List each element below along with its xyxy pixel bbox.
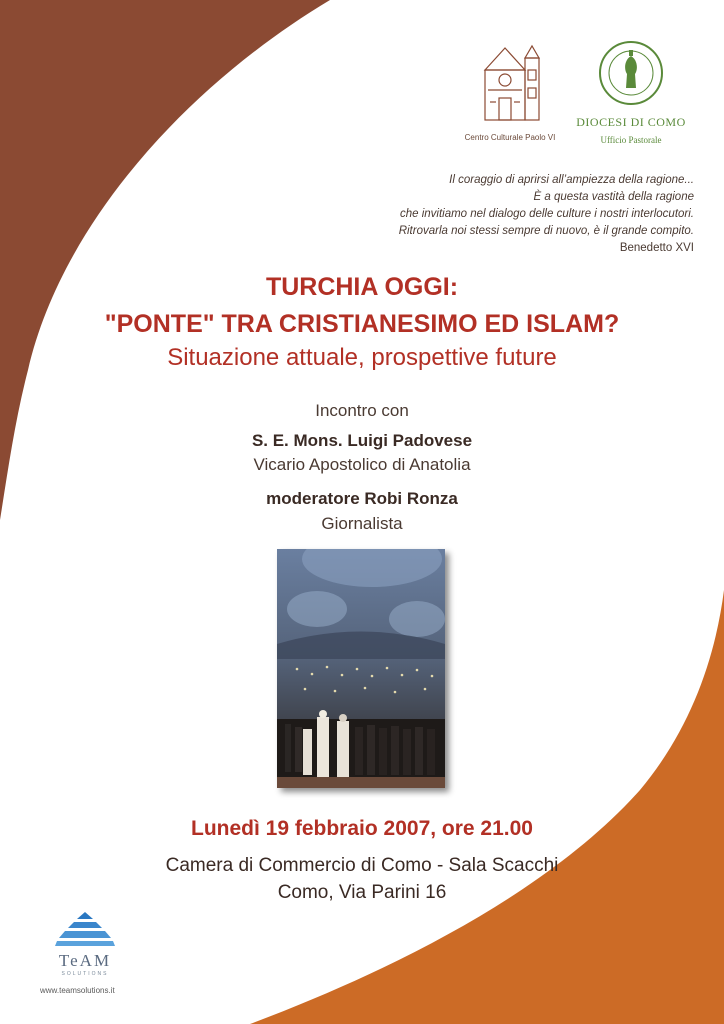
centro-caption: Centro Culturale Paolo VI [464, 133, 556, 142]
event-title-line2: "PONTE" TRA CRISTIANESIMO ED ISLAM? [104, 310, 620, 338]
speaker-role: Vicario Apostolico di Anatolia [253, 455, 471, 474]
diocesi-title: DIOCESI DI COMO [576, 115, 686, 129]
quote-line: che invitiamo nel dialogo delle culture i nostri interlocutori. [399, 208, 694, 220]
quote-author: Benedetto XVI [619, 242, 694, 254]
intro-text: Incontro con [315, 401, 409, 420]
quote-block [274, 172, 694, 240]
centro-culturale-logo [460, 40, 560, 140]
venue-line1: Camera di Commercio di Como - Sala Scacchi [165, 855, 559, 876]
event-date: Lunedì 19 febbraio 2007, ore 21.00 [191, 817, 533, 840]
team-solutions-logo [38, 910, 132, 977]
team-url: www.teamsolutions.it [40, 986, 115, 995]
quote-line: Ritrovarla noi stessi sempre di nuovo, è il grande compito. [398, 225, 694, 237]
diocesi-subtitle: Ufficio Pastorale [600, 135, 662, 145]
moderator-role: Giornalista [321, 514, 403, 533]
diocese-seal-icon [598, 40, 664, 106]
quote-line: È a questa vastità della ragione [533, 191, 694, 203]
event-subtitle: Situazione attuale, prospettive future [167, 344, 557, 371]
venue-line2: Como, Via Parini 16 [277, 882, 447, 903]
moderator-name: moderatore Robi Ronza [266, 489, 458, 508]
event-title-line1: TURCHIA OGGI: [265, 273, 459, 301]
team-sub: SOLUTIONS [61, 971, 109, 977]
diocesi-logo [568, 40, 694, 145]
quote-line: Il coraggio di aprirsi all’ampiezza della ragione... [449, 174, 694, 186]
team-pyramid-icon [55, 910, 115, 952]
speaker-name: S. E. Mons. Luigi Padovese [251, 431, 473, 450]
team-brand: TeAM [58, 951, 112, 970]
mosque-photo [277, 549, 445, 788]
church-icon [460, 40, 560, 122]
